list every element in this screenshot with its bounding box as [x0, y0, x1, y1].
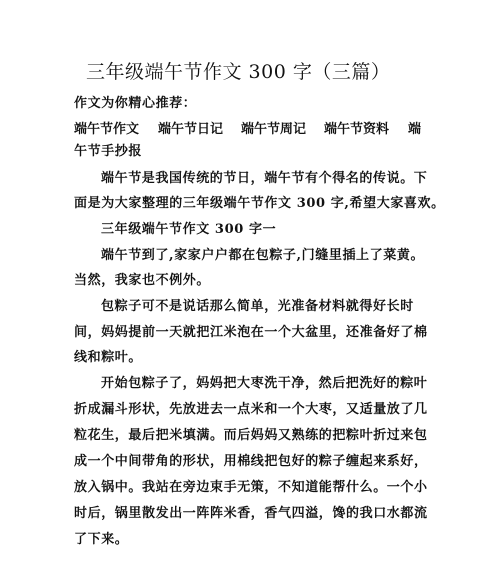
- paragraph-line: 端午节到了,家家户户都在包粽子,门缝里插上了菜黄。: [101, 248, 425, 263]
- section-heading: 三年级端午节作文 300 字一: [101, 222, 277, 237]
- paragraph-line: 包粽子可不是说话那么简单，光准备材料就得好长时: [101, 299, 414, 314]
- paragraph-line: 开始包粽子了，妈妈把大枣洗干净，然后把洗好的粽叶: [101, 376, 428, 391]
- paragraph-line: 线和粽叶。: [74, 350, 143, 365]
- paragraph-line: 了下来。: [74, 532, 129, 547]
- link-essay[interactable]: 端午节作文: [74, 122, 140, 137]
- link-materials[interactable]: 端午节资料: [324, 122, 390, 137]
- paragraph-line: 折成漏斗形状，先放进去一点米和一个大枣，又适量放了几: [74, 402, 428, 417]
- paragraph-line: 端午节是我国传统的节日，端午节有个得名的传说。下: [101, 171, 428, 186]
- paragraph-line: 放入锅中。我站在旁边束手无策，不知道能帮什么。一个小: [74, 480, 428, 495]
- paragraph-line: 间，妈妈提前一天就把江米泡在一个大盆里，还准备好了棉: [74, 325, 428, 340]
- document-title: 三年级端午节作文 300 字（三篇）: [86, 61, 391, 83]
- link-weekly[interactable]: 端午节周记: [241, 122, 307, 137]
- recommend-label: 作文为你精心推荐：: [74, 96, 197, 111]
- link-handcopy-end[interactable]: 午节手抄报: [74, 144, 143, 159]
- paragraph-line: 时后，锅里散发出一阵阵米香，香气四溢，馋的我口水都流: [74, 506, 428, 521]
- paragraph-line: 粒花生，最后把米填满。而后妈妈又熟练的把粽叶折过来包: [74, 428, 428, 443]
- paragraph-line: 成一个中间带角的形状，用棉线把包好的粽子缠起来系好，: [74, 454, 428, 469]
- link-handcopy-start[interactable]: 端: [408, 122, 422, 137]
- link-diary[interactable]: 端午节日记: [158, 122, 224, 137]
- paragraph-line: 面是为大家整理的三年级端午节作文 300 字,希望大家喜欢。: [74, 196, 445, 211]
- paragraph-line: 当然，我家也不例外。: [74, 273, 211, 288]
